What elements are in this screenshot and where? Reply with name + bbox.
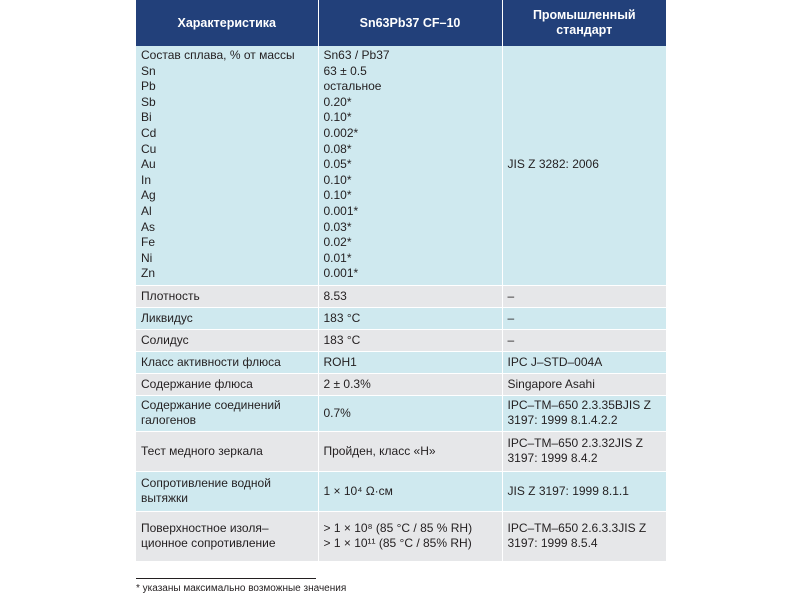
- header-characteristic: Характеристика: [136, 0, 318, 46]
- row-name: Класс активности флюса: [136, 351, 318, 373]
- composition-value: 0.02*: [323, 235, 352, 250]
- composition-label: As: [141, 219, 156, 234]
- row-name-text: Поверхностное изоля–ционное сопротивление: [141, 520, 276, 551]
- table-row: [136, 329, 666, 351]
- row-standard: –: [502, 285, 666, 307]
- row-value: 2 ± 0.3%: [318, 373, 502, 395]
- row-name: Содержание флюса: [136, 373, 318, 395]
- table-row: [136, 285, 666, 307]
- composition-value: 0.10*: [323, 110, 352, 125]
- row-name: Солидус: [136, 329, 318, 351]
- row-standard-text: IPC–TM–650 2.3.35BJIS Z 3197: 1999 8.1.4.2.2: [507, 397, 651, 428]
- composition-value: остальное: [323, 79, 382, 94]
- composition-label: Au: [141, 157, 156, 172]
- row-standard-text: IPC–TM–650 2.6.3.3JIS Z 3197: 1999 8.5.4: [507, 520, 647, 551]
- table-row: [136, 307, 666, 329]
- header-standard: [502, 0, 666, 46]
- composition-standard: JIS Z 3282: 2006: [502, 46, 666, 285]
- composition-label: Cd: [141, 125, 157, 140]
- row-value: 8.53: [318, 285, 502, 307]
- composition-value: 0.10*: [323, 188, 352, 203]
- composition-row: [136, 46, 666, 285]
- header-standard-line1: Промышленный: [532, 8, 636, 22]
- footnote-divider: [136, 578, 316, 579]
- table-row: [136, 471, 666, 511]
- row-value: 183 °C: [318, 329, 502, 351]
- row-value: [318, 511, 502, 561]
- table-row: [136, 351, 666, 373]
- composition-labels: [136, 46, 318, 285]
- composition-label: Zn: [141, 266, 156, 281]
- header-product: Sn63Pb37 CF–10: [318, 0, 502, 46]
- row-value: 183 °C: [318, 307, 502, 329]
- composition-label: Sn: [141, 63, 156, 78]
- insulation-value-line1: > 1 × 10⁸ (85 °C / 85 % RH): [323, 520, 473, 535]
- table-row: [136, 511, 666, 561]
- row-name-text: Содержание соединений галогенов: [141, 397, 281, 428]
- row-standard: [502, 511, 666, 561]
- row-value: 1 × 10⁴ Ω·см: [318, 471, 502, 511]
- row-name: [136, 471, 318, 511]
- composition-label: Al: [141, 203, 152, 218]
- composition-value: 63 ± 0.5: [323, 63, 367, 78]
- composition-value: 0.10*: [323, 172, 352, 187]
- row-standard: [502, 431, 666, 471]
- row-name: [136, 395, 318, 431]
- composition-label: Bi: [141, 110, 152, 125]
- composition-label: Fe: [141, 235, 156, 250]
- composition-value: 0.03*: [323, 219, 352, 234]
- composition-label: Ag: [141, 188, 156, 203]
- composition-label: Состав сплава, % от массы: [141, 48, 295, 62]
- composition-value: Sn63 / Pb37: [323, 48, 390, 62]
- row-name: Ликвидус: [136, 307, 318, 329]
- composition-value: 0.001*: [323, 266, 359, 281]
- composition-value: 0.20*: [323, 94, 352, 109]
- composition-value: 0.001*: [323, 203, 359, 218]
- row-value: 0.7%: [318, 395, 502, 431]
- composition-value: 0.01*: [323, 250, 352, 265]
- footnote: * указаны максимально возможные значения: [136, 583, 347, 594]
- row-standard-text: IPC–TM–650 2.3.32JIS Z 3197: 1999 8.4.2: [507, 435, 643, 466]
- row-standard: JIS Z 3197: 1999 8.1.1: [502, 471, 666, 511]
- composition-label: Ni: [141, 250, 153, 265]
- composition-label: Sb: [141, 94, 156, 109]
- composition-label: Pb: [141, 79, 156, 94]
- header-standard-line2: стандарт: [556, 23, 613, 37]
- header-row: [136, 0, 666, 46]
- table-row: [136, 431, 666, 471]
- composition-value: 0.08*: [323, 141, 352, 156]
- insulation-value-line2: > 1 × 10¹¹ (85 °C / 85% RH): [323, 536, 472, 551]
- row-standard: –: [502, 307, 666, 329]
- row-standard: –: [502, 329, 666, 351]
- composition-label: In: [141, 172, 152, 187]
- row-standard: Singapore Asahi: [502, 373, 666, 395]
- row-name: Плотность: [136, 285, 318, 307]
- row-name: Тест медного зеркала: [136, 431, 318, 471]
- composition-value: 0.002*: [323, 125, 359, 140]
- row-value: Пройден, класс «H»: [318, 431, 502, 471]
- row-name: [136, 511, 318, 561]
- row-standard: [502, 395, 666, 431]
- table-row: [136, 395, 666, 431]
- composition-label: Cu: [141, 141, 157, 156]
- row-value: ROH1: [318, 351, 502, 373]
- row-standard: IPC J–STD–004A: [502, 351, 666, 373]
- spec-table: [136, 0, 666, 562]
- table-row: [136, 373, 666, 395]
- row-name-text: Сопротивление водной вытяжки: [141, 475, 271, 506]
- composition-value: 0.05*: [323, 157, 352, 172]
- composition-values: [318, 46, 502, 285]
